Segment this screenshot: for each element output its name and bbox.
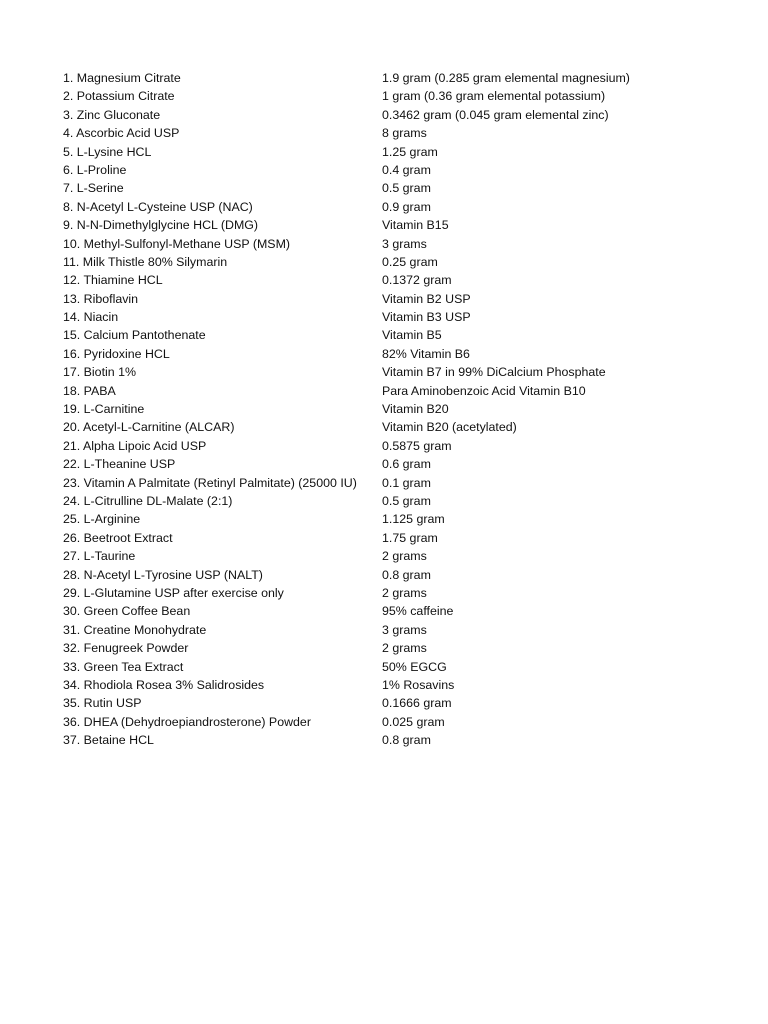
ingredient-name: 23. Vitamin A Palmitate (Retinyl Palmitate) (25000 IU) <box>63 475 357 490</box>
ingredient-amount: 2 grams <box>382 549 427 564</box>
ingredient-amount: 0.025 gram <box>382 714 445 729</box>
ingredient-amount: Vitamin B2 USP <box>382 291 471 306</box>
list-item <box>63 69 723 87</box>
ingredient-name: 31. Creatine Monohydrate <box>63 622 207 637</box>
ingredient-amount: 0.5 gram <box>382 493 431 508</box>
ingredient-amount: 0.5 gram <box>382 181 431 196</box>
ingredient-name: 7. L-Serine <box>63 181 124 196</box>
ingredient-amount: 0.3462 gram (0.045 gram elemental zinc) <box>382 107 609 122</box>
ingredient-name: 14. Niacin <box>63 310 119 325</box>
ingredient-amount: Vitamin B20 <box>382 402 449 417</box>
ingredient-name: 32. Fenugreek Powder <box>63 641 189 656</box>
list-item <box>63 713 723 731</box>
list-item <box>63 510 723 528</box>
ingredient-amount: 2 grams <box>382 641 427 656</box>
ingredient-amount: Vitamin B7 in 99% DiCalcium Phosphate <box>382 365 606 380</box>
ingredient-amount: Vitamin B3 USP <box>382 310 471 325</box>
ingredient-name: 27. L-Taurine <box>63 549 136 564</box>
list-item <box>63 529 723 547</box>
list-item <box>63 658 723 676</box>
ingredient-amount: Vitamin B20 (acetylated) <box>382 420 517 435</box>
ingredient-name: 17. Biotin 1% <box>63 365 137 380</box>
list-item <box>63 418 723 436</box>
list-item <box>63 198 723 216</box>
list-item <box>63 676 723 694</box>
supplement-list <box>63 69 723 749</box>
ingredient-name: 20. Acetyl-L-Carnitine (ALCAR) <box>63 420 235 435</box>
ingredient-name: 34. Rhodiola Rosea 3% Salidrosides <box>63 677 265 692</box>
ingredient-name: 29. L-Glutamine USP after exercise only <box>63 585 284 600</box>
list-item <box>63 271 723 289</box>
ingredient-amount: 8 grams <box>382 126 427 141</box>
ingredient-amount: 0.6 gram <box>382 457 431 472</box>
ingredient-name: 3. Zinc Gluconate <box>63 107 161 122</box>
list-item <box>63 87 723 105</box>
list-item <box>63 124 723 142</box>
ingredient-amount: 95% caffeine <box>382 604 454 619</box>
ingredient-amount: 3 grams <box>382 236 427 251</box>
ingredient-name: 18. PABA <box>63 383 116 398</box>
ingredient-amount: 1.125 gram <box>382 512 445 527</box>
ingredient-amount: 3 grams <box>382 622 427 637</box>
ingredient-name: 13. Riboflavin <box>63 291 139 306</box>
ingredient-name: 5. L-Lysine HCL <box>63 144 152 159</box>
ingredient-amount: Para Aminobenzoic Acid Vitamin B10 <box>382 383 586 398</box>
list-item <box>63 161 723 179</box>
ingredient-name: 37. Betaine HCL <box>63 733 154 748</box>
ingredient-name: 28. N-Acetyl L-Tyrosine USP (NALT) <box>63 567 263 582</box>
ingredient-amount: Vitamin B15 <box>382 218 449 233</box>
list-item <box>63 602 723 620</box>
list-item <box>63 566 723 584</box>
ingredient-name: 33. Green Tea Extract <box>63 659 184 674</box>
ingredient-name: 30. Green Coffee Bean <box>63 604 191 619</box>
ingredient-amount: 0.1372 gram <box>382 273 452 288</box>
ingredient-name: 24. L-Citrulline DL-Malate (2:1) <box>63 493 233 508</box>
ingredient-amount: 0.5875 gram <box>382 438 452 453</box>
list-item <box>63 179 723 197</box>
list-item <box>63 382 723 400</box>
list-item <box>63 253 723 271</box>
ingredient-name: 16. Pyridoxine HCL <box>63 346 170 361</box>
ingredient-name: 8. N-Acetyl L-Cysteine USP (NAC) <box>63 199 253 214</box>
ingredient-name: 19. L-Carnitine <box>63 402 145 417</box>
list-item <box>63 547 723 565</box>
list-item <box>63 621 723 639</box>
ingredient-name: 12. Thiamine HCL <box>63 273 163 288</box>
ingredient-name: 22. L-Theanine USP <box>63 457 176 472</box>
list-item <box>63 492 723 510</box>
ingredient-name: 36. DHEA (Dehydroepiandrosterone) Powder <box>63 714 311 729</box>
list-item <box>63 290 723 308</box>
ingredient-amount: 0.9 gram <box>382 199 431 214</box>
ingredient-name: 6. L-Proline <box>63 162 127 177</box>
list-item <box>63 326 723 344</box>
list-item <box>63 308 723 326</box>
ingredient-amount: 0.8 gram <box>382 733 431 748</box>
ingredient-name: 10. Methyl-Sulfonyl-Methane USP (MSM) <box>63 236 291 251</box>
ingredient-name: 4. Ascorbic Acid USP <box>63 126 180 141</box>
list-item <box>63 584 723 602</box>
ingredient-name: 9. N-N-Dimethylglycine HCL (DMG) <box>63 218 259 233</box>
ingredient-amount: 1.25 gram <box>382 144 438 159</box>
list-item <box>63 363 723 381</box>
ingredient-name: 25. L-Arginine <box>63 512 141 527</box>
ingredient-amount: Vitamin B5 <box>382 328 442 343</box>
ingredient-amount: 2 grams <box>382 585 427 600</box>
ingredient-amount: 1 gram (0.36 gram elemental potassium) <box>382 89 606 104</box>
ingredient-amount: 0.4 gram <box>382 162 431 177</box>
list-item <box>63 345 723 363</box>
list-item <box>63 694 723 712</box>
ingredient-name: 1. Magnesium Citrate <box>63 71 181 85</box>
ingredient-amount: 0.1 gram <box>382 475 431 490</box>
list-item <box>63 235 723 253</box>
list-item <box>63 455 723 473</box>
ingredient-amount: 1% Rosavins <box>382 677 455 692</box>
ingredient-amount: 1.75 gram <box>382 530 438 545</box>
ingredient-amount: 0.1666 gram <box>382 696 452 711</box>
list-item <box>63 106 723 124</box>
list-item <box>63 216 723 234</box>
list-item <box>63 731 723 749</box>
list-item <box>63 474 723 492</box>
list-item <box>63 437 723 455</box>
ingredient-name: 15. Calcium Pantothenate <box>63 328 206 343</box>
ingredient-amount: 50% EGCG <box>382 659 447 674</box>
ingredient-amount: 1.9 gram (0.285 gram elemental magnesium) <box>382 71 630 85</box>
ingredient-amount: 82% Vitamin B6 <box>382 346 470 361</box>
list-item <box>63 400 723 418</box>
list-item <box>63 143 723 161</box>
ingredient-name: 21. Alpha Lipoic Acid USP <box>63 438 207 453</box>
ingredient-amount: 0.8 gram <box>382 567 431 582</box>
ingredient-name: 2. Potassium Citrate <box>63 89 175 104</box>
ingredient-amount: 0.25 gram <box>382 254 438 269</box>
list-item <box>63 639 723 657</box>
ingredient-name: 26. Beetroot Extract <box>63 530 173 545</box>
ingredient-name: 11. Milk Thistle 80% Silymarin <box>63 254 228 269</box>
ingredient-name: 35. Rutin USP <box>63 696 142 711</box>
